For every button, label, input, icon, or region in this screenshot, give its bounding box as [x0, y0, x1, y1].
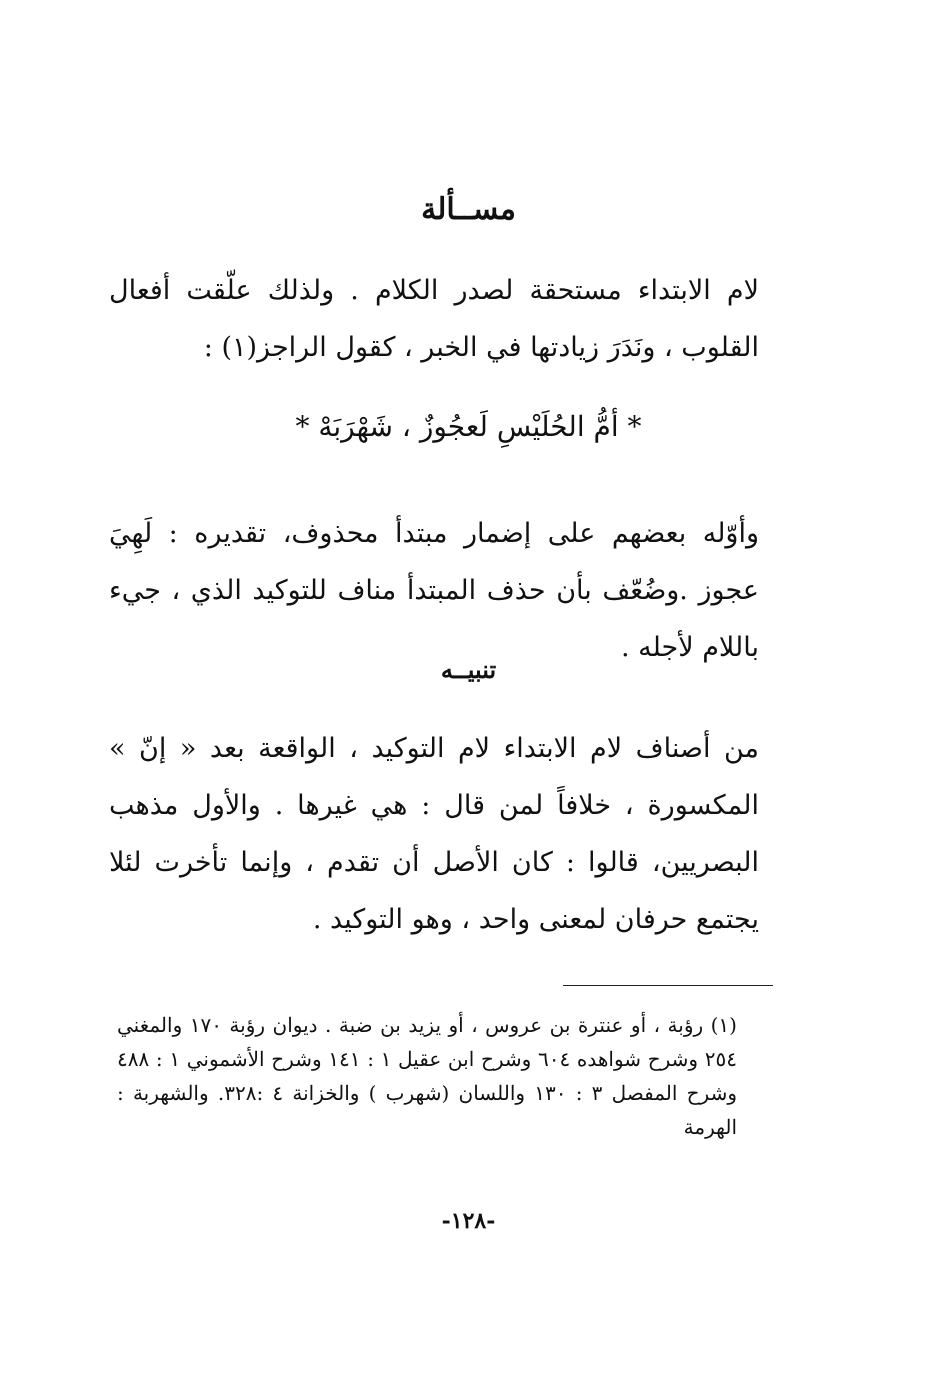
notice-heading: تنبيــه — [440, 655, 497, 684]
paragraph-3: من أصناف لام الابتداء لام التوكيد ، الواقعة بعد « إنّ » المكسورة ، خلافاً لمن قال : هي غيرها . والأول مذهب البصريين، قالوا : كان الأصل أن تقدم ، وإنما تأخرت لئلا يجتمع حرفان لمعنى واحد ، وهو التوكيد . — [109, 733, 759, 935]
paragraph-1: لام الابتداء مستحقة لصدر الكلام . ولذلك علّقت أفعال القلوب ، ونَدَرَ زيادتها في الخبر ، كقول الراجز(١) : — [109, 275, 759, 363]
paragraph-2: وأوّله بعضهم على إضمار مبتدأ محذوف، تقديره : لَهِيَ عجوز .وضُعّف بأن حذف المبتدأ مناف للتوكيد الذي ، جيء باللام لأجله . — [109, 518, 759, 663]
verse-line: * أمُّ الحُلَيْسِ لَعجُوزٌ ، شَهْرَبَهْ * — [295, 410, 642, 443]
page-number: -١٢٨- — [441, 1208, 496, 1234]
footnote: (١) رؤبة ، أو عنترة بن عروس ، أو يزيد بن ضبة . ديوان رؤبة ١٧٠ والمغني ٢٥٤ وشرح شواهده ٦٠٤ وشرح ابن عقيل ١ : ١٤١ وشرح الأشموني ١ : ٤٨٨ وشرح المفصل ٣ : ١٣٠ واللسان (شهرب ) والخزانة ٤ :٣٢٨. والشهربة : الهرمة — [117, 1013, 737, 1139]
section-heading: مســألة — [421, 192, 516, 227]
footnote-divider — [563, 985, 773, 986]
